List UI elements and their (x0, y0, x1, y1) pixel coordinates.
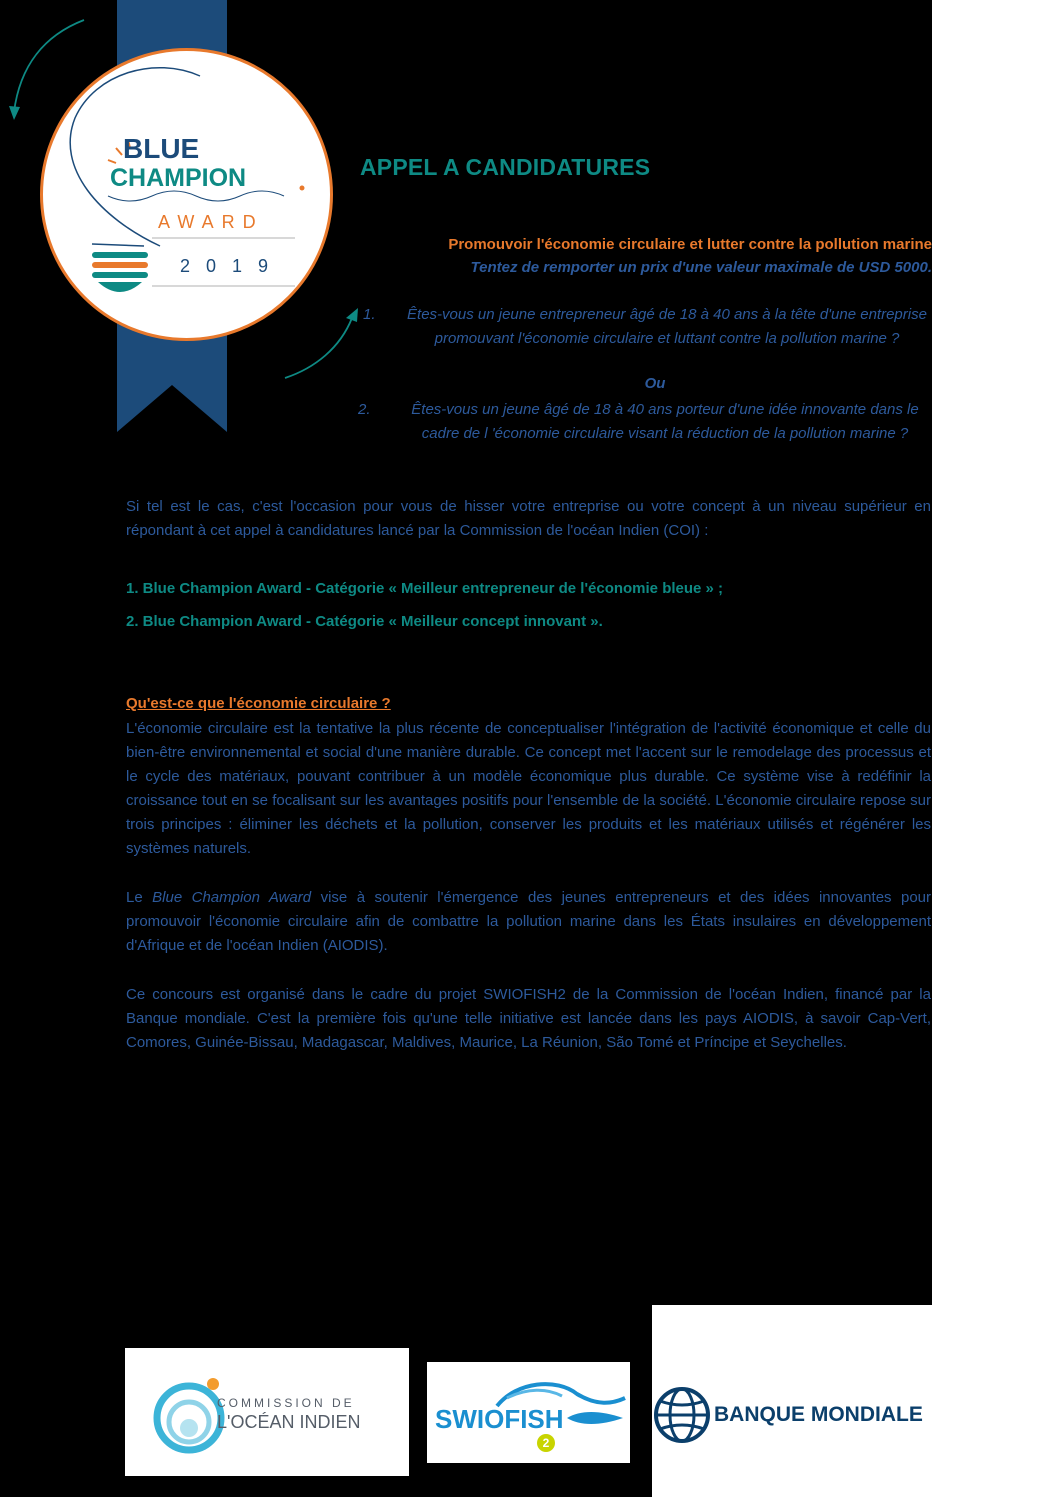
para-rest: vise à soutenir l'émergence des jeunes entrepreneurs et des idées innovantes pour promouvoir l'économie circulaire afin de combattre la pollution marine dans les États insulaires en développement d'Afrique et de l'océan Indien (AIODIS). (126, 889, 932, 954)
question-text: Êtes-vous un jeune entrepreneur âgé de 18 à 40 ans à la tête d'une entreprise promouvant l'économie circulaire et luttant contre la pollution marine ? (407, 306, 927, 347)
question-number: 1. (363, 306, 376, 323)
coi-line1: COMMISSION DE (217, 1396, 355, 1410)
section-heading: Qu'est-ce que l'économie circulaire ? (126, 695, 391, 712)
question-text: Êtes-vous un jeune âgé de 18 à 40 ans porteur d'une idée innovante dans le cadre de l 'économie circulaire visant la réduction de la pollution marine ? (411, 401, 919, 442)
paragraph-award (126, 886, 931, 958)
paragraph-organization: Ce concours est organisé dans le cadre du projet SWIOFISH2 de la Commission de l'océan Indien, financé par la Banque mondiale. C'est la première fois qu'une telle initiative est lancée dans les pays AIODIS, à savoir Cap-Vert, Comores, Guinée-Bissau, Madagascar, Maldives, Maurice, La Réunion, São Tomé et Príncipe et Seychelles. (126, 986, 931, 1051)
logo-line2: CHAMPION (110, 164, 247, 192)
category-1: 1. Blue Champion Award - Catégorie « Meilleur entrepreneur de l'économie bleue » ; (126, 580, 724, 597)
logo-line1: BLUE (123, 133, 200, 164)
blue-champion-award-logo (40, 48, 333, 341)
logo-line3: AWARD (158, 212, 264, 232)
logo-year: 2019 (180, 256, 285, 276)
world-bank-label: BANQUE MONDIALE (714, 1403, 923, 1426)
category-2: 2. Blue Champion Award - Catégorie « Meilleur concept innovant ». (126, 613, 603, 630)
coi-logo (125, 1348, 409, 1476)
globe-icon (652, 1385, 712, 1445)
or-separator: Ou (644, 375, 666, 392)
prize-line: Tentez de remporter un prix d'une valeur maximale de USD 5000. (470, 259, 932, 276)
swiofish-number-badge: 2 (537, 1434, 555, 1452)
right-margin (932, 0, 1058, 1497)
promo-line: Promouvoir l'économie circulaire et lutter contre la pollution marine (448, 236, 932, 253)
page-title: APPEL A CANDIDATURES (360, 154, 651, 180)
para-lead: Le (126, 889, 153, 906)
swiofish-label: SWIOFISH (435, 1404, 564, 1434)
swiofish-logo (427, 1362, 630, 1463)
coi-line2: L'OCÉAN INDIEN (217, 1412, 361, 1432)
intro-paragraph: Si tel est le cas, c'est l'occasion pour vous de hisser votre entreprise ou votre concept à un niveau supérieur en répondant à cet appel à candidatures lancé par la Commission de l'océan Indien (COI) : (126, 498, 931, 539)
world-bank-logo (652, 1305, 932, 1497)
question-number: 2. (358, 401, 371, 418)
paragraph-circular-economy: L'économie circulaire est la tentative la plus récente de conceptualiser l'intégration de l'activité économique et celle du bien-être environnemental et social d'une manière durable. Ce concept met l'accent sur le remodelage des processus et le cycle des matériaux, pouvant contribuer à un modèle économique plus durable. Ce système vise à redéfinir la croissance tout en se focalisant sur les avantages positifs pour l'ensemble de la société. L'économie circulaire repose sur trois principes : éliminer les déchets et la pollution, conserver les produits et les matériaux utilisés et régénérer les systèmes naturels. (126, 720, 931, 857)
award-name: Blue Champion Award (152, 889, 312, 906)
fish-wave-icon (565, 1408, 625, 1428)
